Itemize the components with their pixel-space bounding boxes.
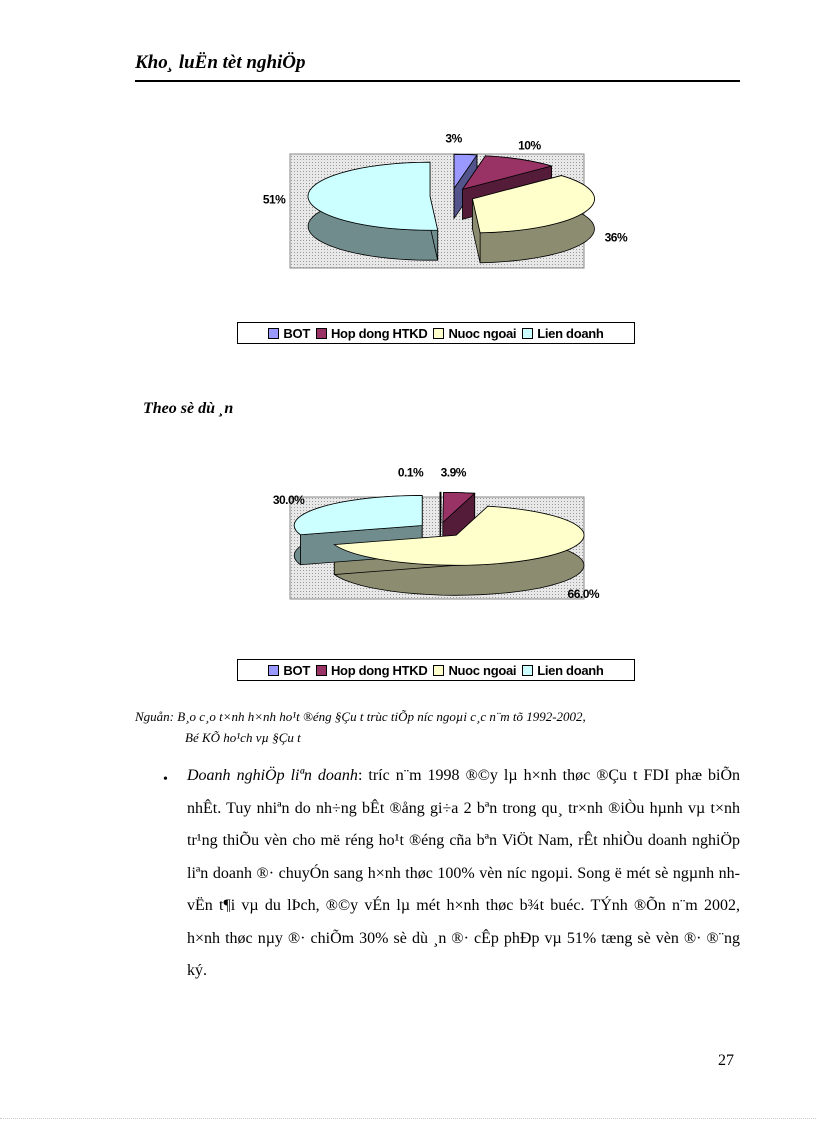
legend-swatch <box>433 328 444 339</box>
legend-swatch <box>268 665 279 676</box>
legend-label: Nuoc ngoai <box>448 325 517 341</box>
legend-item-bot <box>268 663 310 678</box>
legend-label: Nuoc ngoai <box>448 662 517 678</box>
paragraph-body: : tríc n¨m 1998 ®©y lµ h×nh thøc ®Çu t FDI phæ biÕn nhÊt. Tuy nhiªn do nh÷ng bÊt ®ång gi÷a 2 bªn trong qu¸ tr×nh ®iÒu hµnh vµ t×nh tr¹ng thiÕu vèn cho më réng ho¹t ®éng cña bªn ViÖt Nam, rÊt nhiÒu doanh nghiÖp liªn doanh ®· chuyÓn sang h×nh thøc 100% vèn níc ngoµi. Song ë mét sè ngµnh nh vËn t¶i vµ du lÞch, ®©y vÉn lµ mét h×nh thøc b¾t buéc. TÝnh ®Õn n¨m 2002, h×nh thøc nµy ®· chiÕm 30% sè dù ¸n ®· cÊp phÐp vµ 51% tæng sè vèn ®· ®¨ng ký. <box>187 767 741 979</box>
data-label-lien-doanh: 51% <box>262 192 286 207</box>
legend-label: Lien doanh <box>537 662 604 678</box>
section-heading-by-projects: Theo sè dù ¸n <box>143 400 234 417</box>
legend-label: Hop dong HTKD <box>330 662 428 678</box>
data-label-lien-doanh: 30.0% <box>272 492 305 507</box>
legend-swatch <box>433 665 444 676</box>
legend-swatch <box>522 328 533 339</box>
paragraph-lead: Doanh nghiÖp liªn doanh <box>187 767 358 784</box>
pie-chart-by-project-count <box>273 465 600 601</box>
body-paragraph <box>187 760 740 988</box>
legend-item-bot <box>268 326 310 341</box>
legend-item-lien-doanh <box>522 326 603 341</box>
data-label-bot: 0.1% <box>397 465 424 480</box>
legend-item-nuoc-ngoai <box>433 326 516 341</box>
source-citation <box>135 706 745 748</box>
legend-label: BOT <box>283 662 310 678</box>
pie-chart-by-capital <box>263 132 628 269</box>
data-label-nuoc-ngoai: 66.0% <box>567 586 600 601</box>
source-line-2: Bé KÕ ho¹ch vµ §Çu t <box>185 730 301 745</box>
legend-swatch <box>316 328 327 339</box>
legend-item-hop-dong-htkd <box>316 663 427 678</box>
chart2-legend <box>237 659 635 681</box>
legend-swatch <box>522 665 533 676</box>
data-label-hop-dong-htkd: 3.9% <box>440 465 466 480</box>
legend-label: Lien doanh <box>537 325 604 341</box>
data-label-hop-dong-htkd: 10% <box>518 138 541 153</box>
data-label-nuoc-ngoai: 36% <box>604 230 628 245</box>
chart1-legend <box>237 322 635 344</box>
legend-swatch <box>316 665 327 676</box>
legend-item-hop-dong-htkd <box>316 326 427 341</box>
legend-item-nuoc-ngoai <box>433 663 516 678</box>
running-header-title: Kho¸ luËn tèt nghiÖp <box>135 52 306 73</box>
source-line-1: Nguån: B¸o c¸o t×nh h×nh ho¹t ®éng §Çu t trùc tiÕp níc ngoµi c¸c n¨m tõ 1992-2002, <box>135 709 586 724</box>
data-label-bot: 3% <box>445 131 462 146</box>
page-number: 27 <box>718 1052 734 1069</box>
legend-swatch <box>268 328 279 339</box>
footer-dotted-rule <box>0 1118 816 1119</box>
legend-item-lien-doanh <box>522 663 603 678</box>
legend-label: Hop dong HTKD <box>330 325 428 341</box>
bullet-icon: • <box>163 772 168 787</box>
legend-label: BOT <box>283 325 310 341</box>
